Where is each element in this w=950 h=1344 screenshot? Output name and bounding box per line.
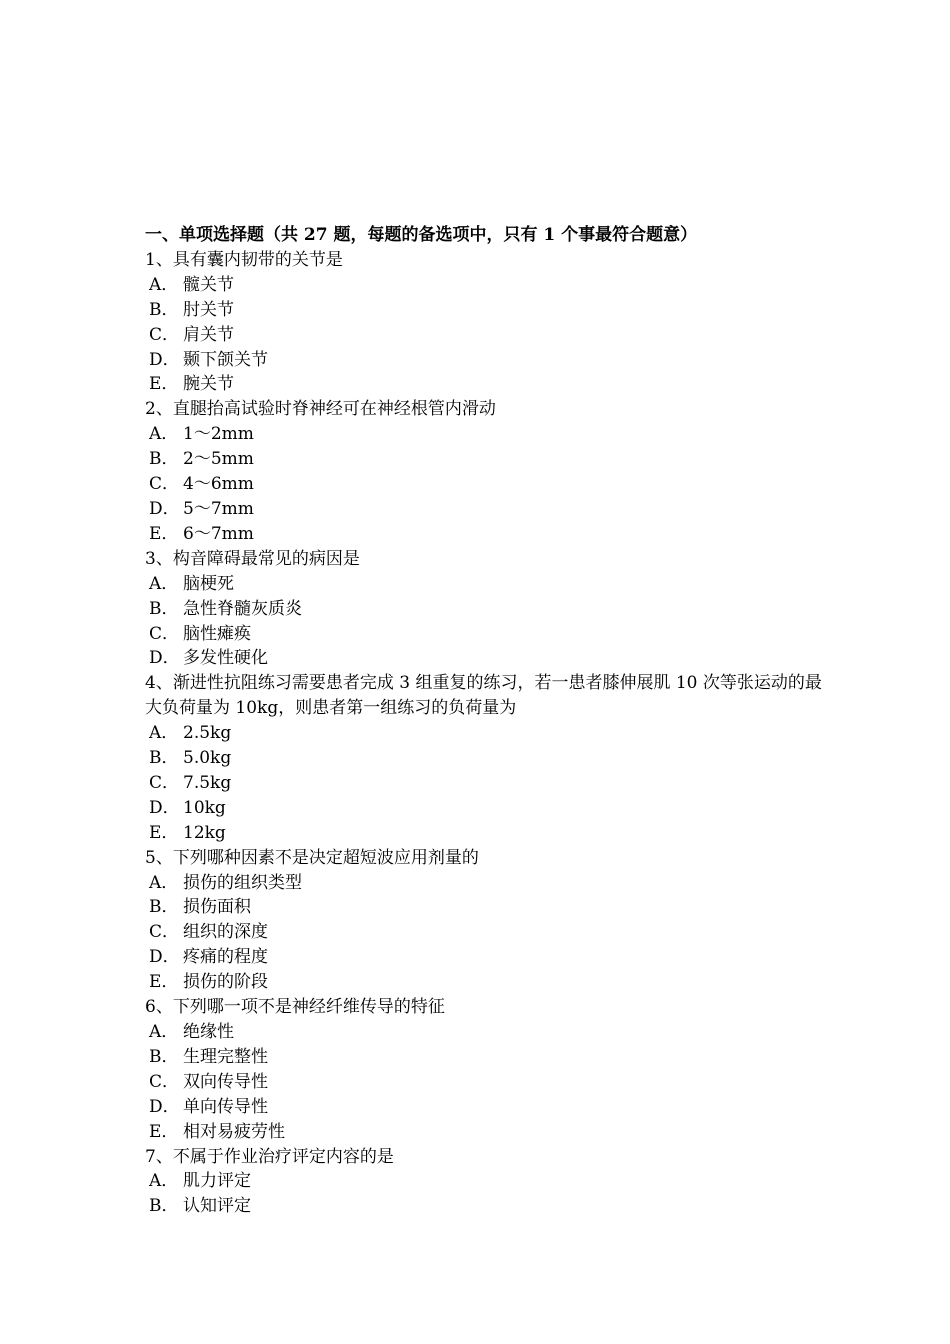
option-text: 1～2mm [183, 424, 254, 445]
option-text: 脑性瘫痪 [183, 623, 251, 644]
question-stem: 7、不属于作业治疗评定内容的是 [145, 1146, 394, 1167]
answer-option [145, 1169, 825, 1194]
answer-option [145, 447, 825, 472]
option-letter: B． [149, 897, 179, 918]
option-letter: A． [149, 274, 179, 295]
answer-option [145, 372, 825, 397]
option-text: 4～6mm [183, 474, 254, 495]
option-letter: E． [149, 1121, 179, 1142]
option-letter: B． [149, 1046, 179, 1067]
answer-option [145, 572, 825, 597]
option-letter: D． [149, 648, 180, 669]
option-text: 颞下颌关节 [183, 349, 268, 370]
option-text: 绝缘性 [183, 1022, 234, 1042]
answer-option [145, 323, 825, 348]
option-letter: C． [149, 324, 180, 345]
option-letter: A． [149, 573, 179, 594]
option-letter: E． [149, 972, 179, 993]
option-text: 相对易疲劳性 [183, 1121, 285, 1142]
answer-option [145, 871, 825, 896]
option-letter: C． [149, 623, 180, 644]
option-letter: D． [149, 1096, 180, 1117]
option-letter: D． [149, 947, 180, 968]
option-text: 多发性硬化 [183, 648, 268, 669]
option-text: 单向传导性 [183, 1096, 268, 1117]
answer-option [145, 622, 825, 647]
answer-option [145, 273, 825, 298]
document-body [145, 223, 825, 1219]
option-text: 肘关节 [183, 299, 234, 320]
option-text: 5～7mm [183, 498, 254, 519]
option-text: 肌力评定 [183, 1171, 251, 1192]
answer-option [145, 970, 825, 995]
option-text: 损伤的组织类型 [183, 872, 302, 893]
answer-option [145, 298, 825, 323]
answer-option [145, 1120, 825, 1145]
question-block [145, 397, 825, 546]
option-text: 肩关节 [183, 324, 234, 345]
answer-option [145, 721, 825, 746]
option-text: 生理完整性 [183, 1046, 268, 1067]
option-letter: B． [149, 598, 179, 619]
question-stem: 4、渐进性抗阻练习需要患者完成 3 组重复的练习，若一患者膝伸展肌 10 次等张运动的最大负荷量为 10kg，则患者第一组练习的负荷量为 [145, 673, 822, 719]
option-letter: A． [149, 424, 179, 445]
option-text: 双向传导性 [183, 1071, 268, 1092]
answer-option [145, 746, 825, 771]
section-title: 一、单项选择题（共 27 题，每题的备选项中，只有 1 个事最符合题意） [145, 225, 698, 245]
option-letter: C． [149, 922, 180, 943]
option-text: 脑梗死 [183, 573, 234, 594]
option-text: 6～7mm [183, 523, 254, 544]
question-stem: 2、直腿抬高试验时脊神经可在神经根管内滑动 [145, 399, 496, 420]
option-letter: B． [149, 748, 179, 769]
option-text: 认知评定 [183, 1196, 251, 1217]
option-letter: B． [149, 1196, 179, 1217]
option-letter: B． [149, 299, 179, 320]
answer-option [145, 1070, 825, 1095]
option-text: 2.5kg [183, 723, 232, 744]
option-letter: D． [149, 349, 180, 370]
option-text: 急性脊髓灰质炎 [183, 598, 302, 619]
option-letter: E． [149, 374, 179, 395]
option-text: 疼痛的程度 [183, 947, 268, 968]
option-text: 10kg [183, 797, 226, 818]
answer-option [145, 522, 825, 547]
option-letter: C． [149, 474, 180, 495]
option-text: 髋关节 [183, 274, 234, 295]
option-letter: E． [149, 523, 179, 544]
answer-option [145, 1045, 825, 1070]
answer-option [145, 1194, 825, 1219]
question-stem: 3、构音障碍最常见的病因是 [145, 548, 360, 569]
option-letter: A． [149, 1022, 179, 1042]
answer-option [145, 472, 825, 497]
option-text: 损伤的阶段 [183, 972, 268, 993]
answer-option [145, 796, 825, 821]
answer-option [145, 646, 825, 671]
answer-option [145, 945, 825, 970]
option-letter: A． [149, 1171, 179, 1192]
option-letter: D． [149, 498, 180, 519]
answer-option [145, 920, 825, 945]
option-letter: D． [149, 797, 180, 818]
answer-option [145, 1095, 825, 1120]
answer-option [145, 771, 825, 796]
question-block [145, 671, 825, 845]
option-text: 组织的深度 [183, 922, 268, 943]
answer-option [145, 597, 825, 622]
option-text: 2～5mm [183, 449, 254, 470]
option-text: 5.0kg [183, 748, 232, 769]
option-letter: A． [149, 872, 179, 893]
option-letter: C． [149, 1071, 180, 1092]
option-letter: E． [149, 822, 179, 843]
question-stem: 6、下列哪一项不是神经纤维传导的特征 [145, 997, 445, 1018]
answer-option [145, 348, 825, 373]
option-letter: C． [149, 772, 180, 793]
question-block [145, 846, 825, 995]
answer-option [145, 895, 825, 920]
question-block [145, 547, 825, 672]
option-text: 7.5kg [183, 772, 232, 793]
answer-option [145, 1020, 825, 1045]
answer-option [145, 821, 825, 846]
option-letter: B． [149, 449, 179, 470]
option-text: 12kg [183, 822, 226, 843]
question-block [145, 995, 825, 1144]
option-text: 腕关节 [183, 374, 234, 395]
answer-option [145, 422, 825, 447]
question-block [145, 1145, 825, 1220]
question-stem: 1、具有囊内韧带的关节是 [145, 249, 343, 270]
option-text: 损伤面积 [183, 897, 251, 918]
option-letter: A． [149, 723, 179, 744]
question-block [145, 248, 825, 397]
question-list [145, 248, 825, 1219]
answer-option [145, 497, 825, 522]
question-stem: 5、下列哪种因素不是决定超短波应用剂量的 [145, 847, 479, 868]
